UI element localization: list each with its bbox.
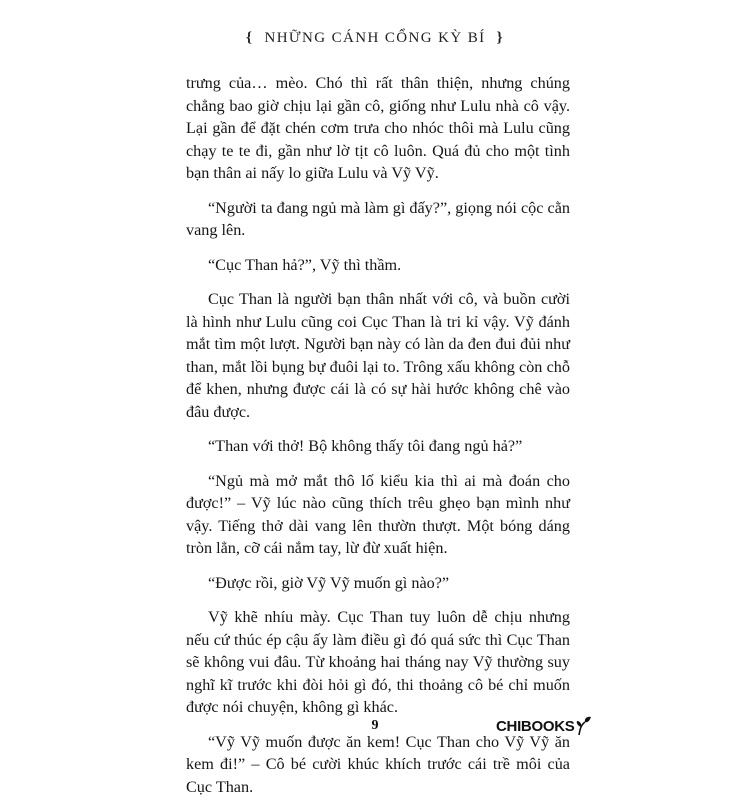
paragraph: “Than với thở! Bộ không thấy tôi đang ngủ hả?” [208,437,523,455]
paragraph: “Ngủ mà mở mắt thô lố kiểu kia thì ai mà đoán cho được!” – Vỹ lúc nào cũng thích trêu ghẹo bạn mình như vậy. Tiếng thở dài vang lên thườn thượt. Một bóng dáng tròn lẳn, cỡ cái nắm tay, lừ đừ xuất hiện. [186,471,570,557]
header-brace-right: } [496,30,504,46]
paragraph: trưng của… mèo. Chó thì rất thân thiện, nhưng chúng chẳng bao giờ chịu lại gần cô, giống như Lulu nhà cô vậy. Lại gần để đặt chén cơm trưa cho nhóc thôi mà Lulu cũng chạy te te đi, gần như lờ tịt cô luôn. Quá đủ cho một tình bạn thân ai nấy lo giữa Lulu và Vỹ Vỹ. [186,74,570,182]
publisher-logo-text: CHIBOOKS [496,717,575,735]
paragraph: “Vỹ Vỹ muốn được ăn kem! Cục Than cho Vỹ Vỹ ăn kem đi!” – Cô bé cười khúc khích trước cái trề môi của Cục Than. [186,732,570,796]
paragraph: “Cục Than hả?”, Vỹ thì thầm. [208,255,402,274]
page-body [186,72,570,810]
page-footer [0,716,750,740]
book-title: NHỮNG CÁNH CỔNG KỲ BÍ [264,30,486,46]
running-header [0,30,750,47]
paragraph: “Được rồi, giờ Vỹ Vỹ muốn gì nào?” [208,573,450,592]
paragraph: “Người ta đang ngủ mà làm gì đấy?”, giọng nói cộc cằn vang lên. [186,198,570,239]
leaf-sprout-icon [576,716,592,736]
page-number: 9 [371,718,379,733]
paragraph: Vỹ khẽ nhíu mày. Cục Than tuy luôn dễ chịu nhưng nếu cứ thúc ép cậu ấy làm điều gì đó quá sức thì Cục Than sẽ không vui đâu. Từ khoảng hai tháng nay Vỹ thường suy nghĩ kĩ trước khi đòi hỏi gì đó, thi thoảng cô bé chỉ muốn được nói chuyện, không gì khác. [186,608,570,716]
header-brace-left: { [246,30,254,46]
paragraph: Cục Than là người bạn thân nhất với cô, và buồn cười là hình như Lulu cũng coi Cục Than là tri kỉ vậy. Vỹ đánh mắt tìm một lượt. Người bạn này có làn da đen đui đủi như than, mắt lồi bụng bự đuôi lại to. Trông xấu không còn chỗ để khen, nhưng được cái là có sự hài hước không chê vào đâu được. [186,290,570,421]
publisher-logo [496,716,592,736]
